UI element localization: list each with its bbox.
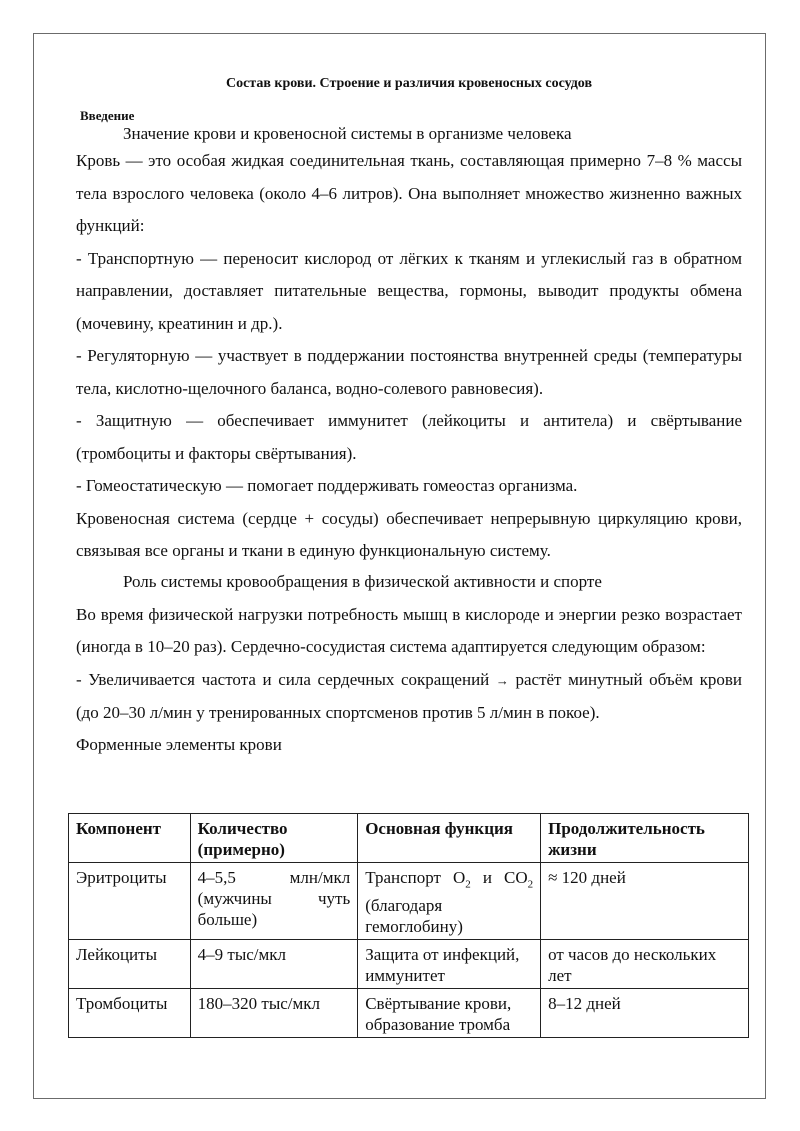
table-caption: Форменные элементы крови: [76, 734, 282, 754]
cell-function: Свёртывание крови, образование тромба: [358, 989, 541, 1038]
cell-lifespan: 8–12 дней: [541, 989, 749, 1038]
cell-amount: 180–320 тыс/мкл: [190, 989, 358, 1038]
cell-lifespan: ≈ 120 дней: [541, 863, 749, 940]
header-lifespan: Продолжительность жизни: [541, 814, 749, 863]
amount-value: 4–5,5: [197, 868, 236, 887]
paragraph-exercise-adaptation: Во время физической нагрузки потребность мышц в кислороде и энергии резко возрастает (иногда в 10–20 раз). Сердечно-сосудистая система адаптируется следующим образом:: [76, 604, 742, 656]
intro-heading: Введение: [80, 108, 135, 123]
amount-note: (мужчины: [197, 889, 272, 908]
table-header-row: [69, 814, 749, 863]
section-title-blood-importance: Значение крови и кровеносной системы в организме человека: [123, 124, 572, 143]
blood-elements-table: [68, 813, 749, 1038]
bullet-heart-rate-end: растёт минутный объём крови (до 20–30 л/мин у тренированных спортсменов против 5 л/мин в покое).: [76, 669, 742, 722]
document-body: [76, 72, 742, 760]
arrow-icon: →: [495, 672, 509, 688]
header-function: Основная функция: [358, 814, 541, 863]
table-row: [69, 989, 749, 1038]
function-transport: - Транспортную — переносит кислород от лёгких к тканям и углекислый газ в обратном направлении, доставляет питательные вещества, гормоны, выводит продукты обмена (мочевину, креатинин и др.).: [76, 248, 742, 333]
cell-component: Тромбоциты: [69, 989, 191, 1038]
function-text-b: и $CO_2$: [482, 868, 534, 891]
table-row: [69, 940, 749, 989]
cell-amount: 4–9 тыс/мкл: [190, 940, 358, 989]
document-title: Состав крови. Строение и различия кровеносных сосудов: [225, 76, 593, 91]
section-title-exercise-role: Роль системы кровообращения в физической активности и спорте: [123, 571, 602, 591]
header-component: Компонент: [69, 814, 191, 863]
function-regulatory: - Регуляторную — участвует в поддержании постоянства внутренней среды (температуры тела, кислотно-щелочного баланса, водно-солевого равновесия).: [76, 346, 742, 398]
cell-function: Защита от инфекций, иммунитет: [358, 940, 541, 989]
header-amount: Количество (примерно): [190, 814, 358, 863]
amount-note-2: чуть: [317, 889, 351, 908]
function-homeostatic: - Гомеостатическую — помогает поддерживать гомеостаз организма.: [76, 476, 578, 495]
cell-function: [358, 863, 541, 940]
cell-component: Эритроциты: [69, 863, 191, 940]
bullet-heart-rate-start: - Увеличивается частота и сила сердечных сокращений: [76, 669, 490, 689]
function-text-c: (благодаря гемоглобину): [365, 896, 463, 937]
paragraph-blood-definition: Кровь — это особая жидкая соединительная ткань, составляющая примерно 7–8 % массы тела взрослого человека (около 4–6 литров). Она выполняет множество жизненно важных функций:: [76, 151, 742, 235]
amount-unit: млн/мкл: [289, 868, 351, 887]
cell-amount: [190, 863, 358, 940]
table-row: [69, 863, 749, 940]
amount-note-3: больше): [197, 910, 258, 929]
bullet-heart-rate: [76, 664, 742, 730]
function-text-a: Транспорт $O_2$: [365, 868, 471, 891]
cell-component: Лейкоциты: [69, 940, 191, 989]
paragraph-circulatory-system: Кровеносная система (сердце + сосуды) обеспечивает непрерывную циркуляцию крови, связывая все органы и ткани в единую функциональную систему.: [76, 508, 742, 560]
function-protective: - Защитную — обеспечивает иммунитет (лейкоциты и антитела) и свёртывание (тромбоциты и факторы свёртывания).: [76, 411, 742, 463]
cell-lifespan: от часов до нескольких лет: [541, 940, 749, 989]
